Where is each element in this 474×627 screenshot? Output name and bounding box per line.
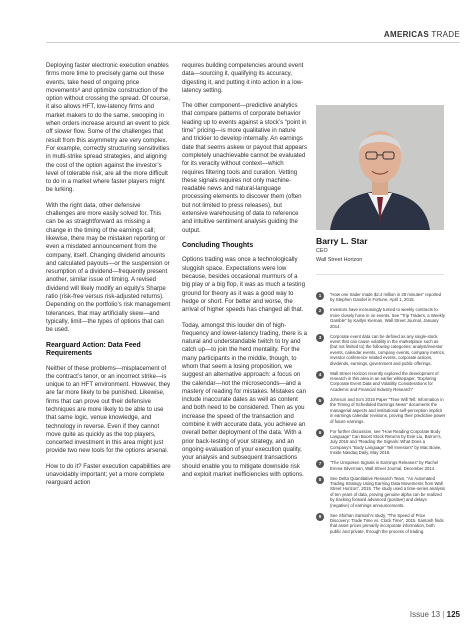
endnote-text: “The Unspoken Signals in Earnings Releases” by Rachel Emma Silverman, Wall Street Journal, December 2014. — [330, 460, 439, 471]
article-column-left — [46, 62, 171, 495]
endnote-number: 7 — [316, 460, 324, 468]
endnote — [316, 476, 446, 508]
endnote — [316, 334, 446, 366]
paragraph: Deploying faster electronic execution enables firms more time to precisely game out these events, take heed of ongoing price movements⁸ and optimize construction of the option without crossing the spread. Of course, it also allows HFT, low-latency firms and market makers to do the same, swooping in when orders increase around an event to pick off slower flow. Some of the challenges that result from this asymmetry are very complex. For example, correctly structuring sensitivities in multi-strike spread strategies, and aligning the cost of the option against the investor’s level of tolerable risk, are all the more difficult to do in a market where faster players might be lurking. — [46, 62, 170, 194]
endnote-text: Johnson and So’s 2015 Paper “Time Will Tell: Information in the Timing of Scheduled Earnings News” documents the managerial aspects and institutional self-perception implicit in earnings calendar revisions, proving their predictive power of future earnings. — [330, 396, 446, 424]
article-column-middle — [182, 62, 307, 486]
endnote — [316, 397, 446, 424]
paragraph: Options trading was once a technologically sluggish space. Expectations were low because, besides occasional murmurs of a big play or a big flop, it was as much a testing ground for theory as it was a good way to hedge or short. For better and worse, the arrival of higher speeds has changed all that. — [182, 256, 305, 314]
endnote — [316, 429, 446, 456]
paragraph: How to do it? Faster execution capabilities are unavoidably important; yet a more complete rearguard action — [46, 462, 171, 487]
endnote-number: 8 — [316, 476, 324, 484]
paragraph: Today, amongst this louder din of high-frequency and lower-latency trading, there is a natural and understandable twitch to try and catch up—to join the herd mentality. For the many participants in the middle, though, to whom that seem a losing proposition, we suggest an alternative approach: a focus on the calendar—not the microseconds—and a mastery of reading for mistakes. Mistakes can include inaccurate dates as well as content and both need to be considered. Then as you increase the speed of the transaction and combine it with accurate data, you achieve an overall better deployment of the data. With a prior back-testing of your strategy, and an ongoing evaluation of your execution quality, your analysis and subsequent transactions should enable you to mitigate downside risk and exploit market inefficiencies with options. — [182, 321, 307, 478]
endnote-number: 9 — [316, 513, 324, 521]
section-title-rest: TRADE — [429, 30, 460, 39]
endnote-text: Investors have increasingly turned to weekly contracts to more closely hone in on events. See “Trip Traders, a Weekly Gamble” by Kaitlyn Kiernan, Wall Street Journal, January 2014. — [330, 307, 445, 329]
endnote-text: Wall Street Horizon recently explored the development of research in this area in an earlier whitepaper, “Exploring Corporate Event Data and Volatility Considerations for Academic and Financial Industry Research” — [330, 370, 439, 392]
endnote — [316, 292, 446, 303]
author-name: Barry L. Star — [316, 236, 368, 246]
endnote-text: See Delta Quantitative Research Team, “An Automated Trading Strategy Using Earning Data Movements from Wall Street Horizon”, 2015. The study used a time-series analysis of ten years of data, proving genuine alpha can be realized by tracking forward advanced (positive) and delays (negative) of earnings announcements. — [330, 475, 446, 508]
author-divider — [316, 274, 444, 275]
footer-separator: | — [442, 610, 445, 619]
issue-label: Issue 13 — [409, 610, 441, 619]
paragraph: Neither of these problems—misplacement of the contract’s tenor, or an incorrect strike—is unique to an HFT environment. However, they are far more likely to be punished. Likewise, firms that can prove out their defensive techniques are more likely to be able to use that same logic, venue knowledge, and technology in reverse. Even if they cannot move quite as quickly as the top players, concerted investment in this area might just provide two new tools for the options arsenal. — [46, 364, 171, 455]
section-heading: Concluding Thoughts — [182, 241, 254, 249]
endnote-text: See Shirhan Santosh’s study, “The Speed of Price Discovery: Trade Time vs. Clock Time”, 2015. Santosh finds that asset prices primarily incorporate information, both public and private, through the process of trading. — [330, 512, 444, 534]
endnote-number: 2 — [316, 307, 324, 315]
author-organization: Wall Street Horizon — [316, 257, 363, 263]
endnote — [316, 460, 446, 471]
page-number: 125 — [446, 610, 460, 619]
endnote — [316, 307, 446, 329]
endnote-number: 3 — [316, 334, 324, 342]
endnotes — [316, 292, 446, 539]
endnote-number: 6 — [316, 429, 324, 437]
endnote-number: 1 — [316, 292, 324, 300]
author-photo — [316, 105, 444, 230]
header-divider — [46, 42, 460, 43]
page-footer — [410, 610, 460, 619]
paragraph: requires building competencies around event data—sourcing it, qualifying its accuracy, digesting it, and putting it into action in a low-latency setting. — [182, 62, 304, 94]
section-title-bold: AMERICAS — [383, 30, 429, 39]
endnote-number: 4 — [316, 371, 324, 379]
paragraph: The other component—predictive analytics that compare patterns of corporate behavior leading up to events against a stock’s “point in time” pricing—is more qualitative in nature and trickier to develop internally. An earnings date that seems askew or payout that appears completely unachievable cannot be evaluated for its veracity without context—which requires filtering tools and curation. Vetting these signals requires not only machine-readable news and natural-language processing elements to discover them (often but not limited to press releases), but extensive warehousing of data to reference and intuitive sentiment analysis guiding the output. — [182, 102, 307, 234]
endnote — [316, 513, 446, 535]
endnote-text: For further discussion, see “How Reading Corporate Body Language” Can Boost Stock Returns by Evie Liu, Barron’s, July 2018 and “Reading the Signals: What Does a Company’s “Body Language” Tell Investors” by Mac Bowe, Inside Nasdaq Daily, May 2018. — [330, 428, 442, 456]
section-title — [384, 30, 460, 39]
endnote-number: 5 — [316, 397, 324, 405]
endnote — [316, 371, 446, 393]
endnote-text: “How one trader made $2.4 million in 28 minutes” reported by Stephen Gandel in Fortune, April 1, 2015. — [330, 292, 442, 303]
endnote-text: Corporate event data can be defined as any single-stock event that can cause volatility in the marketplace such as (but not limited to) the following categories: analyst/investor events, calendar events, company events, company metrics, investor conference related events, corporate actions, dividends, earnings, government and public offerings. — [330, 333, 446, 366]
author-portrait-illustration — [316, 105, 444, 230]
section-heading: Rearguard Action: Data Feed Requirements — [46, 341, 141, 357]
paragraph: With the right data, other defensive challenges are more easily solved for. This can be as straightforward as missing a change in the timing of the earnings call; likewise, there may be mistaken reporting or even a misdated announcement from the company, itself. Changing dividend amounts and calculated payouts—or the suspension or resumption of a dividend—frequently present another, similar issue of timing. A revised dividend will likely modify an equity’s Sharpe ratio (risk-free versus risk-adjusted returns). Depending on the portfolio’s risk management tolerances, that may artificially skew—and typically, limit—the types of options that can be used. — [46, 201, 171, 334]
author-role: CEO — [316, 248, 328, 254]
